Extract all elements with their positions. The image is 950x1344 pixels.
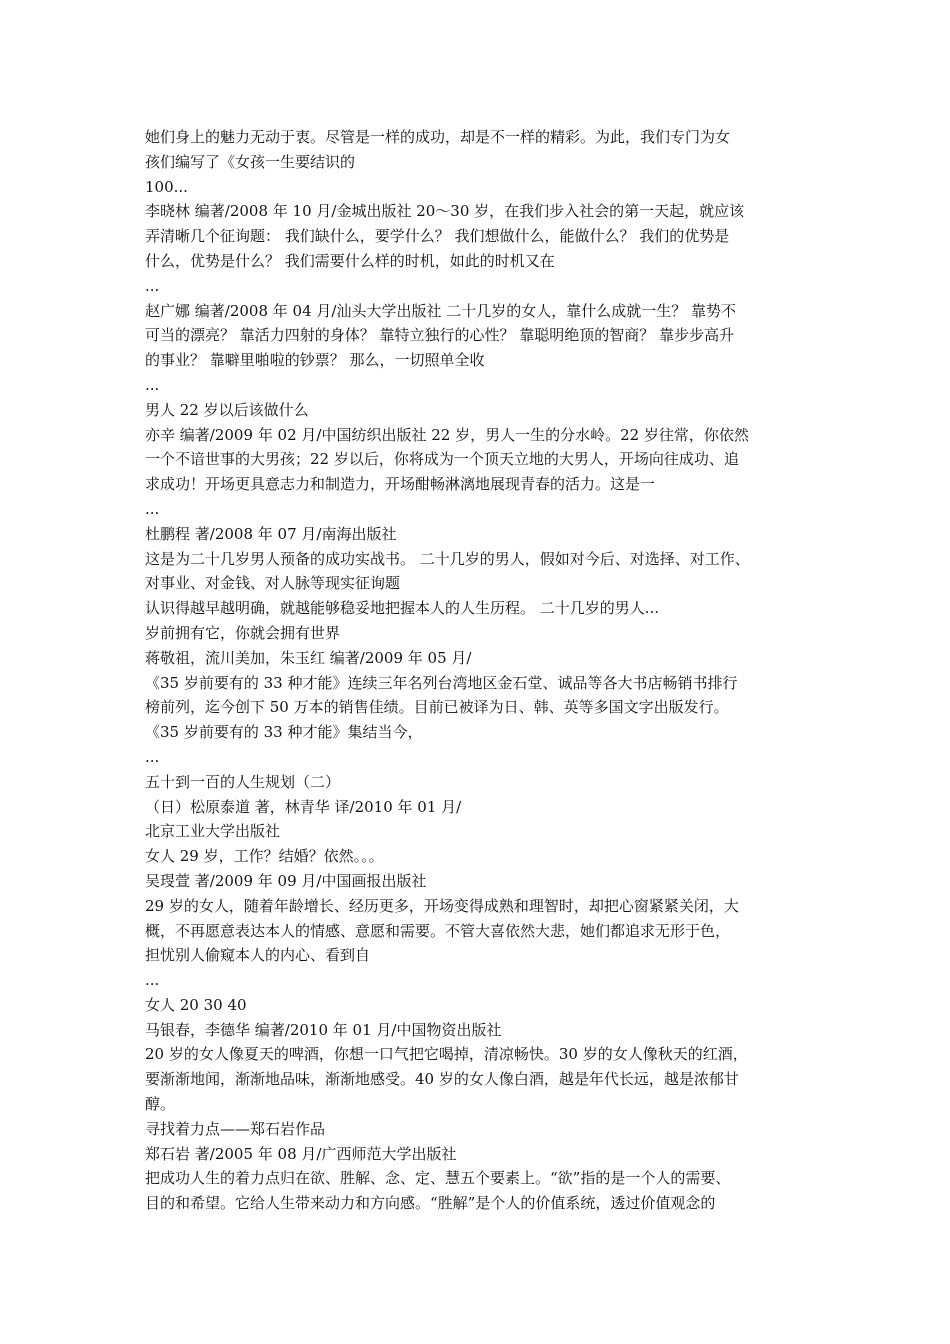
text-line: 20 岁的女人像夏天的啤酒，你想一口气把它喝掉，清凉畅快。30 岁的女人像秋天的红酒， <box>145 1045 748 1064</box>
text-line: 寻找着力点——郑石岩作品 <box>145 1119 326 1138</box>
text-line: 北京工业大学出版社 <box>145 822 281 841</box>
text-line: ... <box>145 971 160 990</box>
text-line: 女人 29 岁，工作？结婚？依然。。。 <box>145 847 384 866</box>
text-line: 岁前拥有它，你就会拥有世界 <box>145 623 341 642</box>
text-line: 男人 22 岁以后该做什么 <box>145 400 309 419</box>
text-line: 榜前列，迄今创下 50 万本的销售佳绩。目前已被译为日、韩、英等多国文字出版发行。 <box>145 698 729 717</box>
text-line: 《35 岁前要有的 33 种才能》连续三年名列台湾地区金石堂、诚品等各大书店畅销书排行 <box>145 673 738 692</box>
text-line: 一个不谙世事的大男孩；22 岁以后，你将成为一个顶天立地的大男人，开场向往成功、追 <box>145 450 739 469</box>
text-line: 这是为二十几岁男人预备的成功实战书。 二十几岁的男人，假如对今后、对选择、对工作、 <box>145 549 750 568</box>
text-line: 要渐渐地闻，渐渐地品味，渐渐地感受。40 岁的女人像白酒，越是年代长远，越是浓郁甘 <box>145 1070 739 1089</box>
text-line: 马银春，李德华 编著/2010 年 01 月/中国物资出版社 <box>145 1020 502 1039</box>
text-line: ... <box>145 375 160 394</box>
text-line: 担忧别人偷窥本人的内心、看到自 <box>145 946 371 965</box>
text-line: 她们身上的魅力无动于衷。尽管是一样的成功，却是不一样的精彩。为此，我们专门为女 <box>145 128 731 146</box>
text-line: 认识得越早越明确，就越能够稳妥地把握本人的人生历程。 二十几岁的男人... <box>145 599 660 618</box>
text-line: 五十到一百的人生规划（二） <box>145 772 341 791</box>
text-line: 把成功人生的着力点归在欲、胜解、念、定、慧五个要素上。“欲”指的是一个人的需要、 <box>145 1169 731 1188</box>
text-line: 29 岁的女人，随着年龄增长、经历更多，开场变得成熟和理智时，却把心窗紧紧关闭，大 <box>145 896 739 915</box>
text-line: ... <box>145 276 160 295</box>
document-body <box>145 125 815 1216</box>
text-line: 什么，优势是什么？ 我们需要什么样的时机，如此的时机又在 <box>145 251 555 270</box>
text-line: 目的和希望。它给人生带来动力和方向感。“胜解”是个人的价值系统，透过价值观念的 <box>145 1194 716 1213</box>
text-line: 求成功！开场更具意志力和制造力，开场酣畅淋漓地展现青春的活力。这是一 <box>145 475 656 494</box>
text-line: 醇。 <box>145 1095 176 1114</box>
text-line: （日）松原泰道 著，林青华 译/2010 年 01 月/ <box>145 797 462 816</box>
text-line: 郑石岩 著/2005 年 08 月/广西师范大学出版社 <box>145 1144 457 1163</box>
text-line: 《35 岁前要有的 33 种才能》集结当今， <box>145 723 423 742</box>
text-line: 100... <box>145 177 188 196</box>
text-line: 亦辛 编著/2009 年 02 月/中国纺织出版社 22 岁，男人一生的分水岭。22 岁往常，你依然 <box>145 425 749 444</box>
text-line: 杜鹏程 著/2008 年 07 月/南海出版社 <box>145 524 397 543</box>
text-line: 可当的漂亮？ 靠活力四射的身体？ 靠特立独行的心性？ 靠聪明绝顶的智商？ 靠步步高升 <box>145 326 735 345</box>
text-line: 的事业？ 靠噼里啪啦的钞票？ 那么，一切照单全收 <box>145 351 485 370</box>
text-line: 弄清晰几个征询题： 我们缺什么，要学什么？ 我们想做什么，能做什么？ 我们的优势是 <box>145 227 730 246</box>
text-line: 对事业、对金钱、对人脉等现实征询题 <box>145 574 401 593</box>
text-line: 孩们编写了《女孩一生要结识的 <box>145 152 356 171</box>
text-line: 赵广娜 编著/2008 年 04 月/汕头大学出版社 二十几岁的女人，靠什么成就一生？ 靠势不 <box>145 301 736 320</box>
text-line: ... <box>145 499 160 518</box>
text-line: 吴琝萱 著/2009 年 09 月/中国画报出版社 <box>145 871 427 890</box>
text-line: 女人 20 30 40 <box>145 995 247 1014</box>
text-line: 李晓林 编著/2008 年 10 月/金城出版社 20～30 岁，在我们步入社会的第一天起，就应该 <box>145 202 745 221</box>
text-line: 蒋敬祖，流川美加，朱玉红 编著/2009 年 05 月/ <box>145 648 472 667</box>
text-line: 概，不再愿意表达本人的情感、意愿和需要。不管大喜依然大悲，她们都追求无形于色， <box>145 921 731 940</box>
text-line: ... <box>145 747 160 766</box>
